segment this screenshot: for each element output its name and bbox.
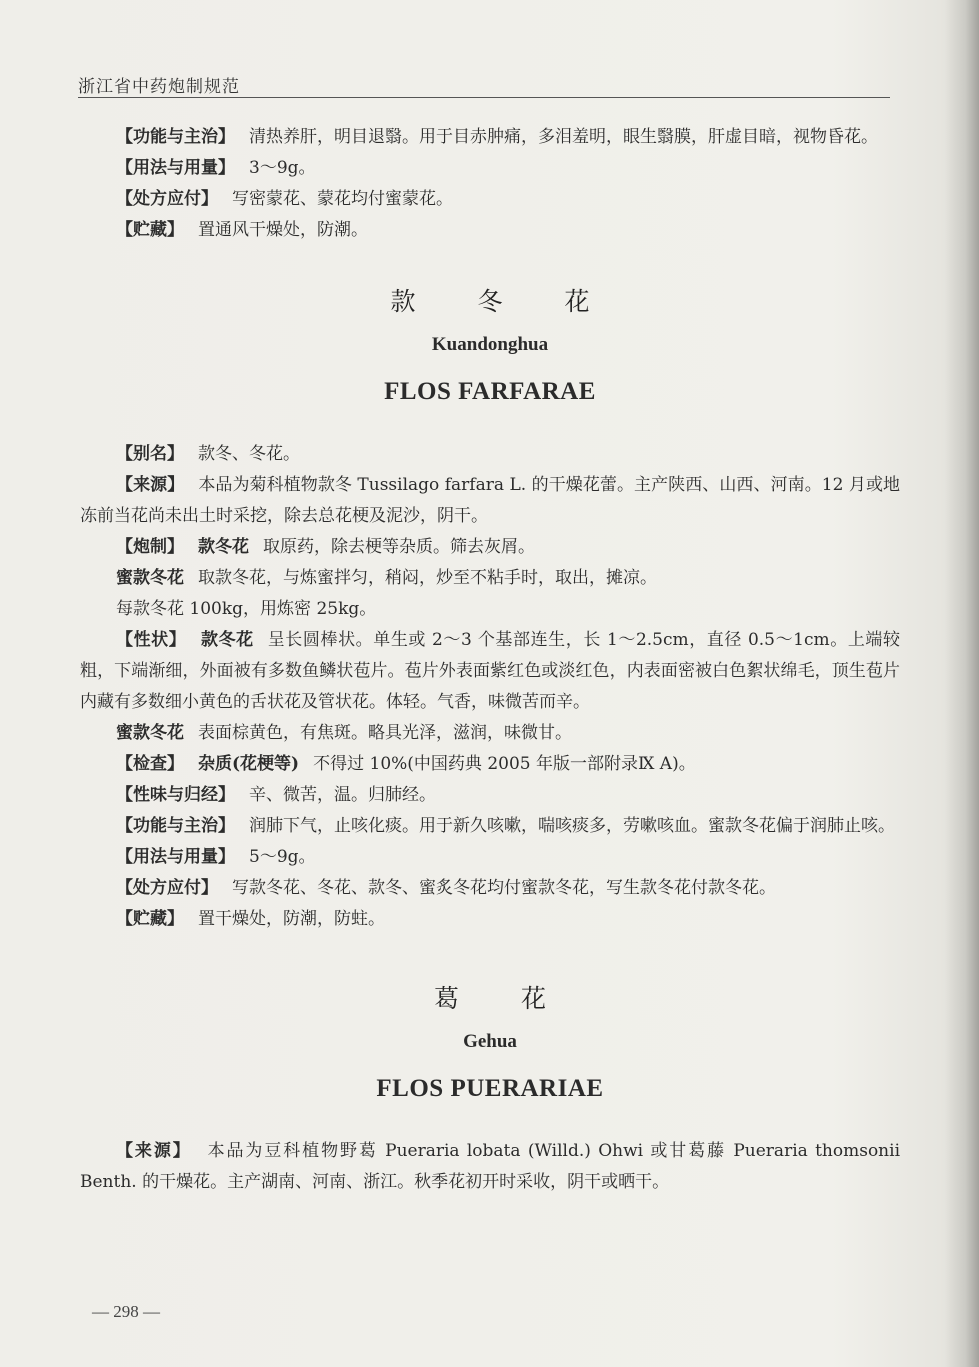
text: 本品为豆科植物野葛 Pueraria lobata (Willd.) Ohwi 或甘葛藤 Pueraria thomsonii Benth. 的干燥花。主产湖南、河南、浙江。秋季花初开时采收，阴干或晒干。 bbox=[80, 1141, 900, 1192]
text: 款冬、冬花。 bbox=[198, 444, 300, 464]
text: 取原药，除去梗等杂质。筛去灰屑。 bbox=[263, 537, 535, 557]
prev-usage bbox=[80, 153, 900, 184]
label: 【处方应付】 bbox=[116, 878, 218, 898]
usage bbox=[80, 842, 900, 873]
sub-label: 款冬花 bbox=[200, 630, 254, 650]
text: 清热养肝，明目退翳。用于目赤肿痛，多泪羞明，眼生翳膜，肝虚目暗，视物昏花。 bbox=[249, 127, 878, 147]
properties bbox=[80, 625, 900, 718]
header-rule bbox=[78, 97, 890, 98]
text: 置通风干燥处，防潮。 bbox=[198, 220, 368, 240]
processing bbox=[80, 532, 900, 563]
label: 【用法与用量】 bbox=[116, 158, 235, 178]
label: 【处方应付】 bbox=[116, 189, 218, 209]
entry2-title-latin: FLOS PUERARIAE bbox=[376, 1075, 604, 1102]
processing-honey bbox=[80, 563, 900, 594]
label: 【炮制】 bbox=[116, 537, 184, 557]
sub-label: 杂质(花梗等) bbox=[198, 754, 300, 774]
label: 【性味与归经】 bbox=[116, 785, 235, 805]
sub-label: 蜜款冬花 bbox=[116, 723, 184, 743]
label: 【贮藏】 bbox=[116, 220, 184, 240]
label: 【性状】 bbox=[116, 630, 187, 650]
text: 本品为菊科植物款冬 Tussilago farfara L. 的干燥花蕾。主产陕西、山西、河南。12 月或地冻前当花尚未出土时采挖，除去总花梗及泥沙，阴干。 bbox=[80, 475, 901, 526]
prev-function bbox=[80, 122, 900, 153]
text: 写款冬花、冬花、款冬、蜜炙冬花均付蜜款冬花，写生款冬花付款冬花。 bbox=[232, 878, 776, 898]
entry2-title-chinese: 葛花 bbox=[433, 984, 608, 1013]
running-header: 浙江省中药炮制规范 bbox=[78, 77, 240, 97]
entry-title-chinese: 款冬花 bbox=[390, 287, 652, 316]
processing-ratio: 每款冬花 100kg，用炼密 25kg。 bbox=[116, 599, 377, 619]
page-shadow bbox=[945, 0, 979, 1367]
text: 写密蒙花、蒙花均付蜜蒙花。 bbox=[232, 189, 453, 209]
taste-meridian bbox=[80, 780, 900, 811]
properties-honey bbox=[80, 718, 900, 749]
label: 【功能与主治】 bbox=[116, 127, 235, 147]
text: 置干燥处，防潮，防蛀。 bbox=[198, 909, 385, 929]
page-number: — 298 — bbox=[92, 1302, 160, 1321]
entry-title-latin: FLOS FARFARAE bbox=[384, 378, 596, 405]
label: 【别名】 bbox=[116, 444, 184, 464]
label: 【贮藏】 bbox=[116, 909, 184, 929]
aliases bbox=[80, 439, 900, 470]
text: 3～9g。 bbox=[249, 158, 316, 178]
inspection bbox=[80, 749, 900, 780]
text: 5～9g。 bbox=[249, 847, 316, 867]
label: 【来源】 bbox=[116, 1141, 192, 1161]
sub-label: 蜜款冬花 bbox=[116, 568, 184, 588]
text: 呈长圆棒状。单生或 2～3 个基部连生，长 1～2.5cm，直径 0.5～1cm。上端较粗，下端渐细，外面被有多数鱼鳞状苞片。苞片外表面紫红色或淡红色，内表面密被白色絮状绵毛，顶生苞片内藏有多数细小黄色的舌状花及管状花。体轻。气香，味微苦而辛。 bbox=[80, 630, 900, 712]
label: 【功能与主治】 bbox=[116, 816, 235, 836]
source bbox=[80, 470, 900, 532]
entry2-source bbox=[80, 1136, 900, 1198]
label: 【来源】 bbox=[116, 475, 185, 495]
text: 辛、微苦，温。归肺经。 bbox=[249, 785, 436, 805]
prev-prescription bbox=[80, 184, 900, 215]
text: 润肺下气，止咳化痰。用于新久咳嗽，喘咳痰多，劳嗽咳血。蜜款冬花偏于润肺止咳。 bbox=[249, 816, 895, 836]
label: 【用法与用量】 bbox=[116, 847, 235, 867]
text: 不得过 10%(中国药典 2005 年版一部附录Ⅸ A)。 bbox=[313, 754, 696, 774]
function bbox=[80, 811, 900, 842]
entry-title-pinyin: Kuandonghua bbox=[431, 334, 549, 355]
entry2-title-pinyin: Gehua bbox=[463, 1031, 517, 1052]
prev-storage bbox=[80, 215, 900, 246]
page-content bbox=[80, 122, 900, 1198]
prescription bbox=[80, 873, 900, 904]
label: 【检查】 bbox=[116, 754, 184, 774]
text: 表面棕黄色，有焦斑。略具光泽，滋润，味微甘。 bbox=[198, 723, 572, 743]
text: 取款冬花，与炼蜜拌匀，稍闷，炒至不粘手时，取出，摊凉。 bbox=[198, 568, 657, 588]
sub-label: 款冬花 bbox=[198, 537, 249, 557]
storage bbox=[80, 904, 900, 935]
